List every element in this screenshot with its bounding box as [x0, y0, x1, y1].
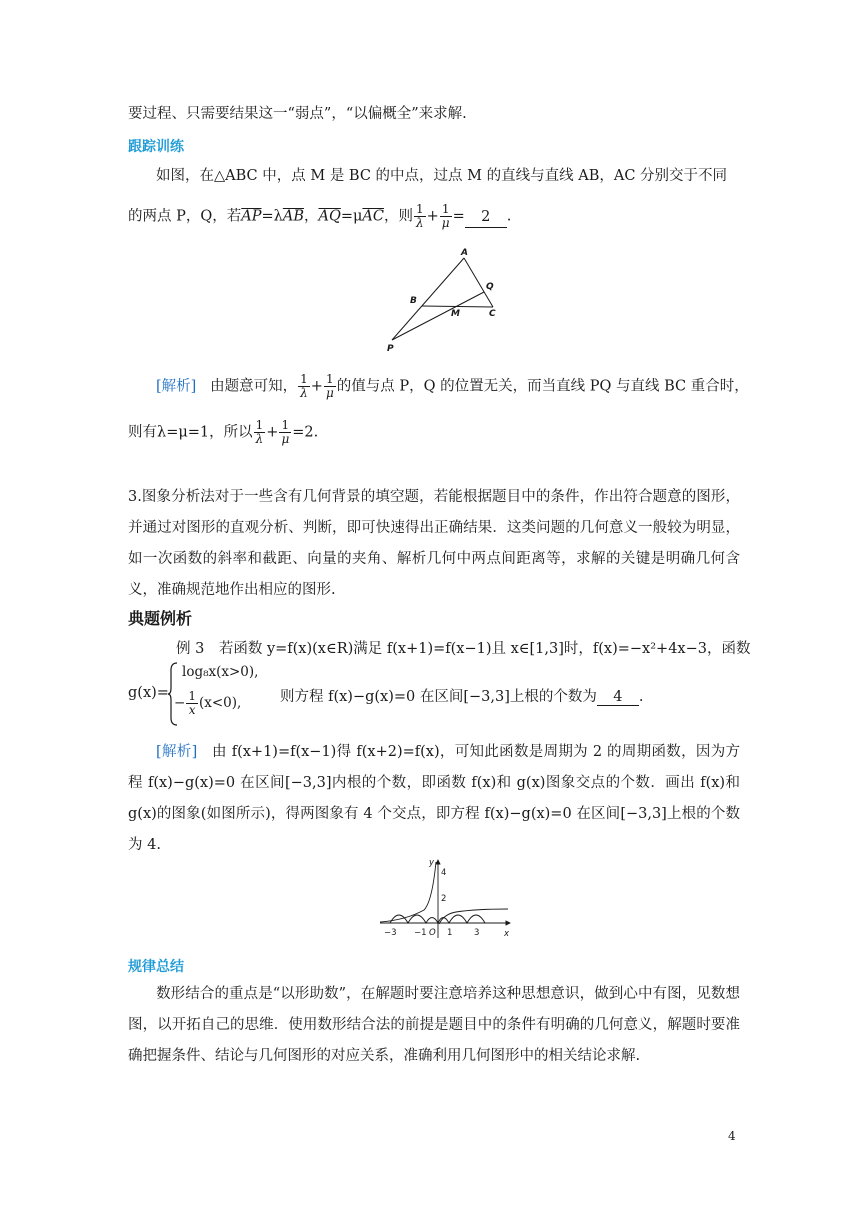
label-c: C	[489, 309, 496, 319]
x-label: x	[504, 929, 510, 939]
vector-ap: $\overline{AP}$	[241, 208, 262, 225]
paragraph-continuation: 要过程、只需要结果这一“弱点”，“以偏概全”来求解.	[128, 106, 467, 122]
vector-ac: $\overline{AC}$	[362, 208, 384, 225]
fraction-one-over-lambda	[414, 203, 426, 230]
frac-den: λ	[255, 432, 264, 446]
fraction-one-over-x	[186, 690, 198, 717]
function-graph	[376, 854, 516, 940]
y-label: y	[429, 858, 435, 868]
case-2	[174, 690, 241, 717]
frac-den: λ	[416, 216, 424, 230]
text: (x<0),	[198, 695, 242, 711]
text: 的两点 P，Q，若	[128, 208, 242, 225]
text: =λ	[261, 208, 283, 225]
page-number: 4	[728, 1129, 736, 1143]
text: 由题意可知，	[210, 378, 298, 395]
frac-den: μ	[281, 432, 290, 446]
method-3-paragraph: 3.图象分析法对于一些含有几何背景的填空题，若能根据题目中的条件，作出符合题意的图形，并通过对图形的直观分析、判断，即可快速得出正确结果．这类问题的几何意义一般较为明显，如一次函数的斜率和截距、向量的夹角、解析几何中两点间距离等，求解的关键是明确几何含义，准确规范地作出相应的图形.	[128, 489, 740, 598]
line-pq	[392, 292, 484, 340]
tick-3: 3	[474, 928, 480, 938]
g-label: g(x)=	[128, 685, 169, 701]
label-m: M	[451, 309, 460, 319]
frac-num: 1	[440, 203, 452, 217]
vector-aq: $\overline{AQ}$	[318, 208, 341, 225]
solution1-line1	[156, 373, 749, 400]
frac-num: 1	[279, 419, 291, 433]
frac-num: 1	[324, 373, 336, 387]
piecewise-definition	[128, 660, 748, 730]
tick-1: 1	[447, 928, 453, 938]
text: 则方程 f(x)−g(x)=0 在区间[−3,3]上根的个数为	[280, 689, 597, 705]
tick-4: 4	[441, 868, 447, 878]
tick-2: 2	[441, 894, 447, 904]
text: =μ	[340, 208, 363, 225]
text: −	[174, 695, 186, 711]
analysis-tag: [解析]	[156, 378, 197, 395]
frac-den: μ	[325, 386, 334, 400]
example3-question-tail	[280, 685, 644, 706]
text: =2.	[292, 424, 319, 441]
frac-den: λ	[300, 386, 308, 400]
case-1: log₈x(x>0),	[182, 664, 259, 680]
frac-num: 1	[416, 202, 424, 216]
training-heading: 跟踪训练	[128, 139, 184, 155]
frac-den: μ	[441, 216, 450, 230]
analysis-tag: [解析]	[156, 744, 198, 760]
fraction-one-over-lambda	[298, 373, 310, 400]
frac-num: 1	[188, 689, 196, 703]
training-problem-line2	[128, 203, 511, 230]
f-curve	[390, 915, 485, 923]
text: ，则	[384, 208, 413, 225]
summary-text: 数形结合的重点是“以形助数”，在解题时要注意培养这种思想意识，做到心中有图，见数想图，以开拓自己的思维．使用数形结合法的前提是题目中的条件有明确的几何意义，解题时要准确把握条件、结论与几何图形的对应关系，准确利用几何图形中的相关结论求解.	[128, 986, 740, 1064]
tick-neg1: −1	[414, 928, 427, 938]
answer-blank: 2	[465, 207, 507, 228]
fraction-one-over-mu	[440, 203, 452, 230]
fraction-one-over-mu	[279, 419, 291, 446]
training-problem-line1: 如图，在△ABC 中，点 M 是 BC 的中点，过点 M 的直线与直线 AB，AC 分别交于不同	[156, 168, 728, 184]
triangle-figure	[380, 244, 510, 354]
tick-neg3: −3	[384, 928, 397, 938]
edge-ap	[392, 258, 464, 340]
text: 则有λ=μ=1，所以	[128, 424, 253, 441]
text: .	[638, 689, 644, 705]
g-curve-left	[380, 862, 436, 922]
example3-line1: 例 3 若函数 y=f(x)(x∈R)满足 f(x+1)=f(x−1)且 x∈[1,3]时，f(x)=−x²+4x−3，函数	[176, 641, 751, 657]
solution2-paragraph	[128, 737, 740, 861]
solution1-line2	[128, 419, 318, 446]
answer-blank: 4	[597, 689, 639, 706]
fraction-one-over-mu	[324, 373, 336, 400]
summary-paragraph	[128, 979, 740, 1072]
fraction-one-over-lambda	[254, 419, 266, 446]
text: +	[266, 424, 279, 441]
summary-heading: 规律总结	[128, 959, 184, 975]
vector-ab: $\overline{AB}$	[282, 208, 304, 225]
example-heading: 典题例析	[128, 609, 193, 628]
text: +	[426, 208, 439, 225]
frac-num: 1	[255, 418, 264, 432]
frac-num: 1	[300, 372, 308, 386]
text: ，	[303, 208, 319, 225]
text: +	[310, 378, 323, 395]
solution2-text: 由 f(x+1)=f(x−1)得 f(x+2)=f(x)，可知此函数是周期为 2 的周期函数，因为方程 f(x)−g(x)=0 在区间[−3,3]内根的个数，即函数 f(x)和 g(x)图象交点的个数．画出 f(x)和 g(x)的图象(如图所示)，得两图象有 4 个交点，即方程 f(x)−g(x)=0 在区间[−3,3]上根的个数为 4.	[128, 744, 741, 853]
text: .	[506, 208, 512, 225]
label-q: Q	[486, 282, 494, 292]
label-p: P	[387, 344, 394, 354]
text: =	[452, 208, 465, 225]
frac-den: x	[188, 703, 196, 717]
label-a: A	[461, 248, 468, 258]
text: 的值与点 P，Q 的位置无关，而当直线 PQ 与直线 BC 重合时，	[336, 378, 749, 395]
label-b: B	[410, 296, 417, 306]
origin-label: O	[429, 928, 436, 938]
